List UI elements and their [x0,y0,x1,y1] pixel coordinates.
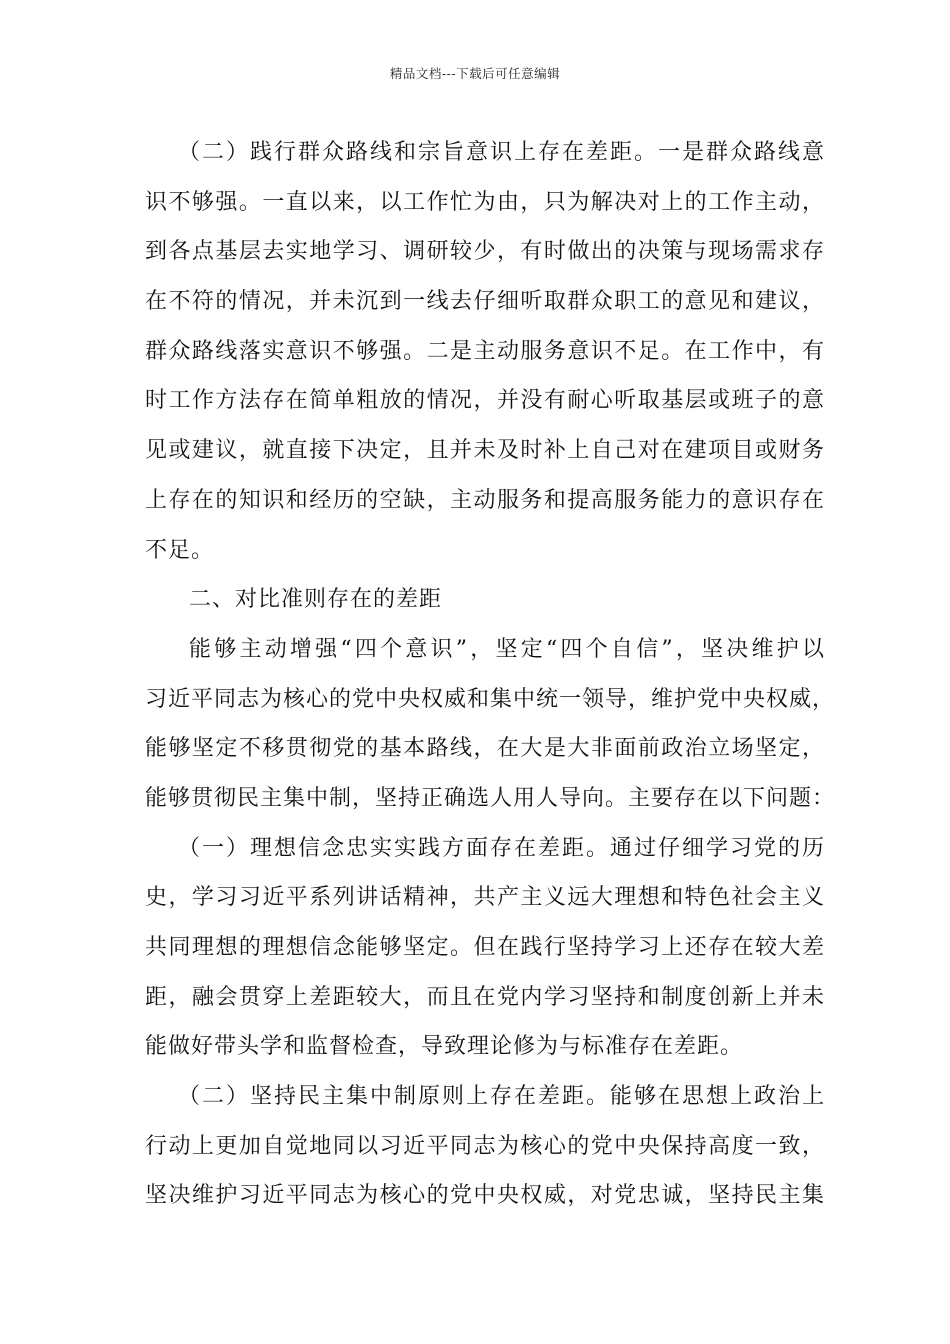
text-line: 时工作方法存在简单粗放的情况，并没有耐心听取基层或班子的意 [145,388,825,414]
text-line: 共同理想的理想信念能够坚定。但在践行坚持学习上还存在较大差 [145,935,825,960]
text-line: 不足。 [145,537,215,563]
page-header: 精品文档---下载后可任意编辑 [389,66,561,81]
text-line: （二）坚持民主集中制原则上存在差距。能够在思想上政治上 [178,1084,825,1110]
text-line: 在不符的情况，并未沉到一线去仔细听取群众职工的意见和建议， [145,289,825,315]
text-line: 史，学习习近平系列讲话精神，共产主义远大理想和特色社会主义 [145,885,825,911]
text-line: 上存在的知识和经历的空缺，主动服务和提高服务能力的意识存在 [145,487,825,513]
text-line: （一）理想信念忠实实践方面存在差距。通过仔细学习党的历 [178,835,825,861]
text-line: 行动上更加自觉地同以习近平同志为核心的党中央保持高度一致， [145,1133,825,1159]
text-line: 坚决维护习近平同志为核心的党中央权威，对党忠诚，坚持民主集 [145,1183,825,1209]
text-line: 能够主动增强“四个意识”，坚定“四个自信”，坚决维护以 [189,636,825,662]
text-line: 识不够强。一直以来，以工作忙为由，只为解决对上的工作主动， [145,189,825,215]
text-line: 群众路线落实意识不够强。二是主动服务意识不足。在工作中，有 [145,338,825,364]
document-body [145,128,836,1221]
text-line: 二、对比准则存在的差距 [189,587,443,613]
text-line: 到各点基层去实地学习、调研较少，有时做出的决策与现场需求存 [145,239,825,265]
text-line: 距，融会贯穿上差距较大，而且在党内学习坚持和制度创新上并未 [145,984,825,1010]
text-line: （二）践行群众路线和宗旨意识上存在差距。一是群众路线意 [178,140,825,165]
text-line: 能够贯彻民主集中制，坚持正确选人用人导向。主要存在以下问题： [145,785,836,811]
text-line: 习近平同志为核心的党中央权威和集中统一领导，维护党中央权威， [145,686,836,712]
text-line: 能做好带头学和监督检查，导致理论修为与标准存在差距。 [145,1034,744,1060]
text-line: 见或建议，就直接下决定，且并未及时补上自己对在建项目或财务 [145,438,825,464]
text-line: 能够坚定不移贯彻党的基本路线，在大是大非面前政治立场坚定， [145,736,825,762]
